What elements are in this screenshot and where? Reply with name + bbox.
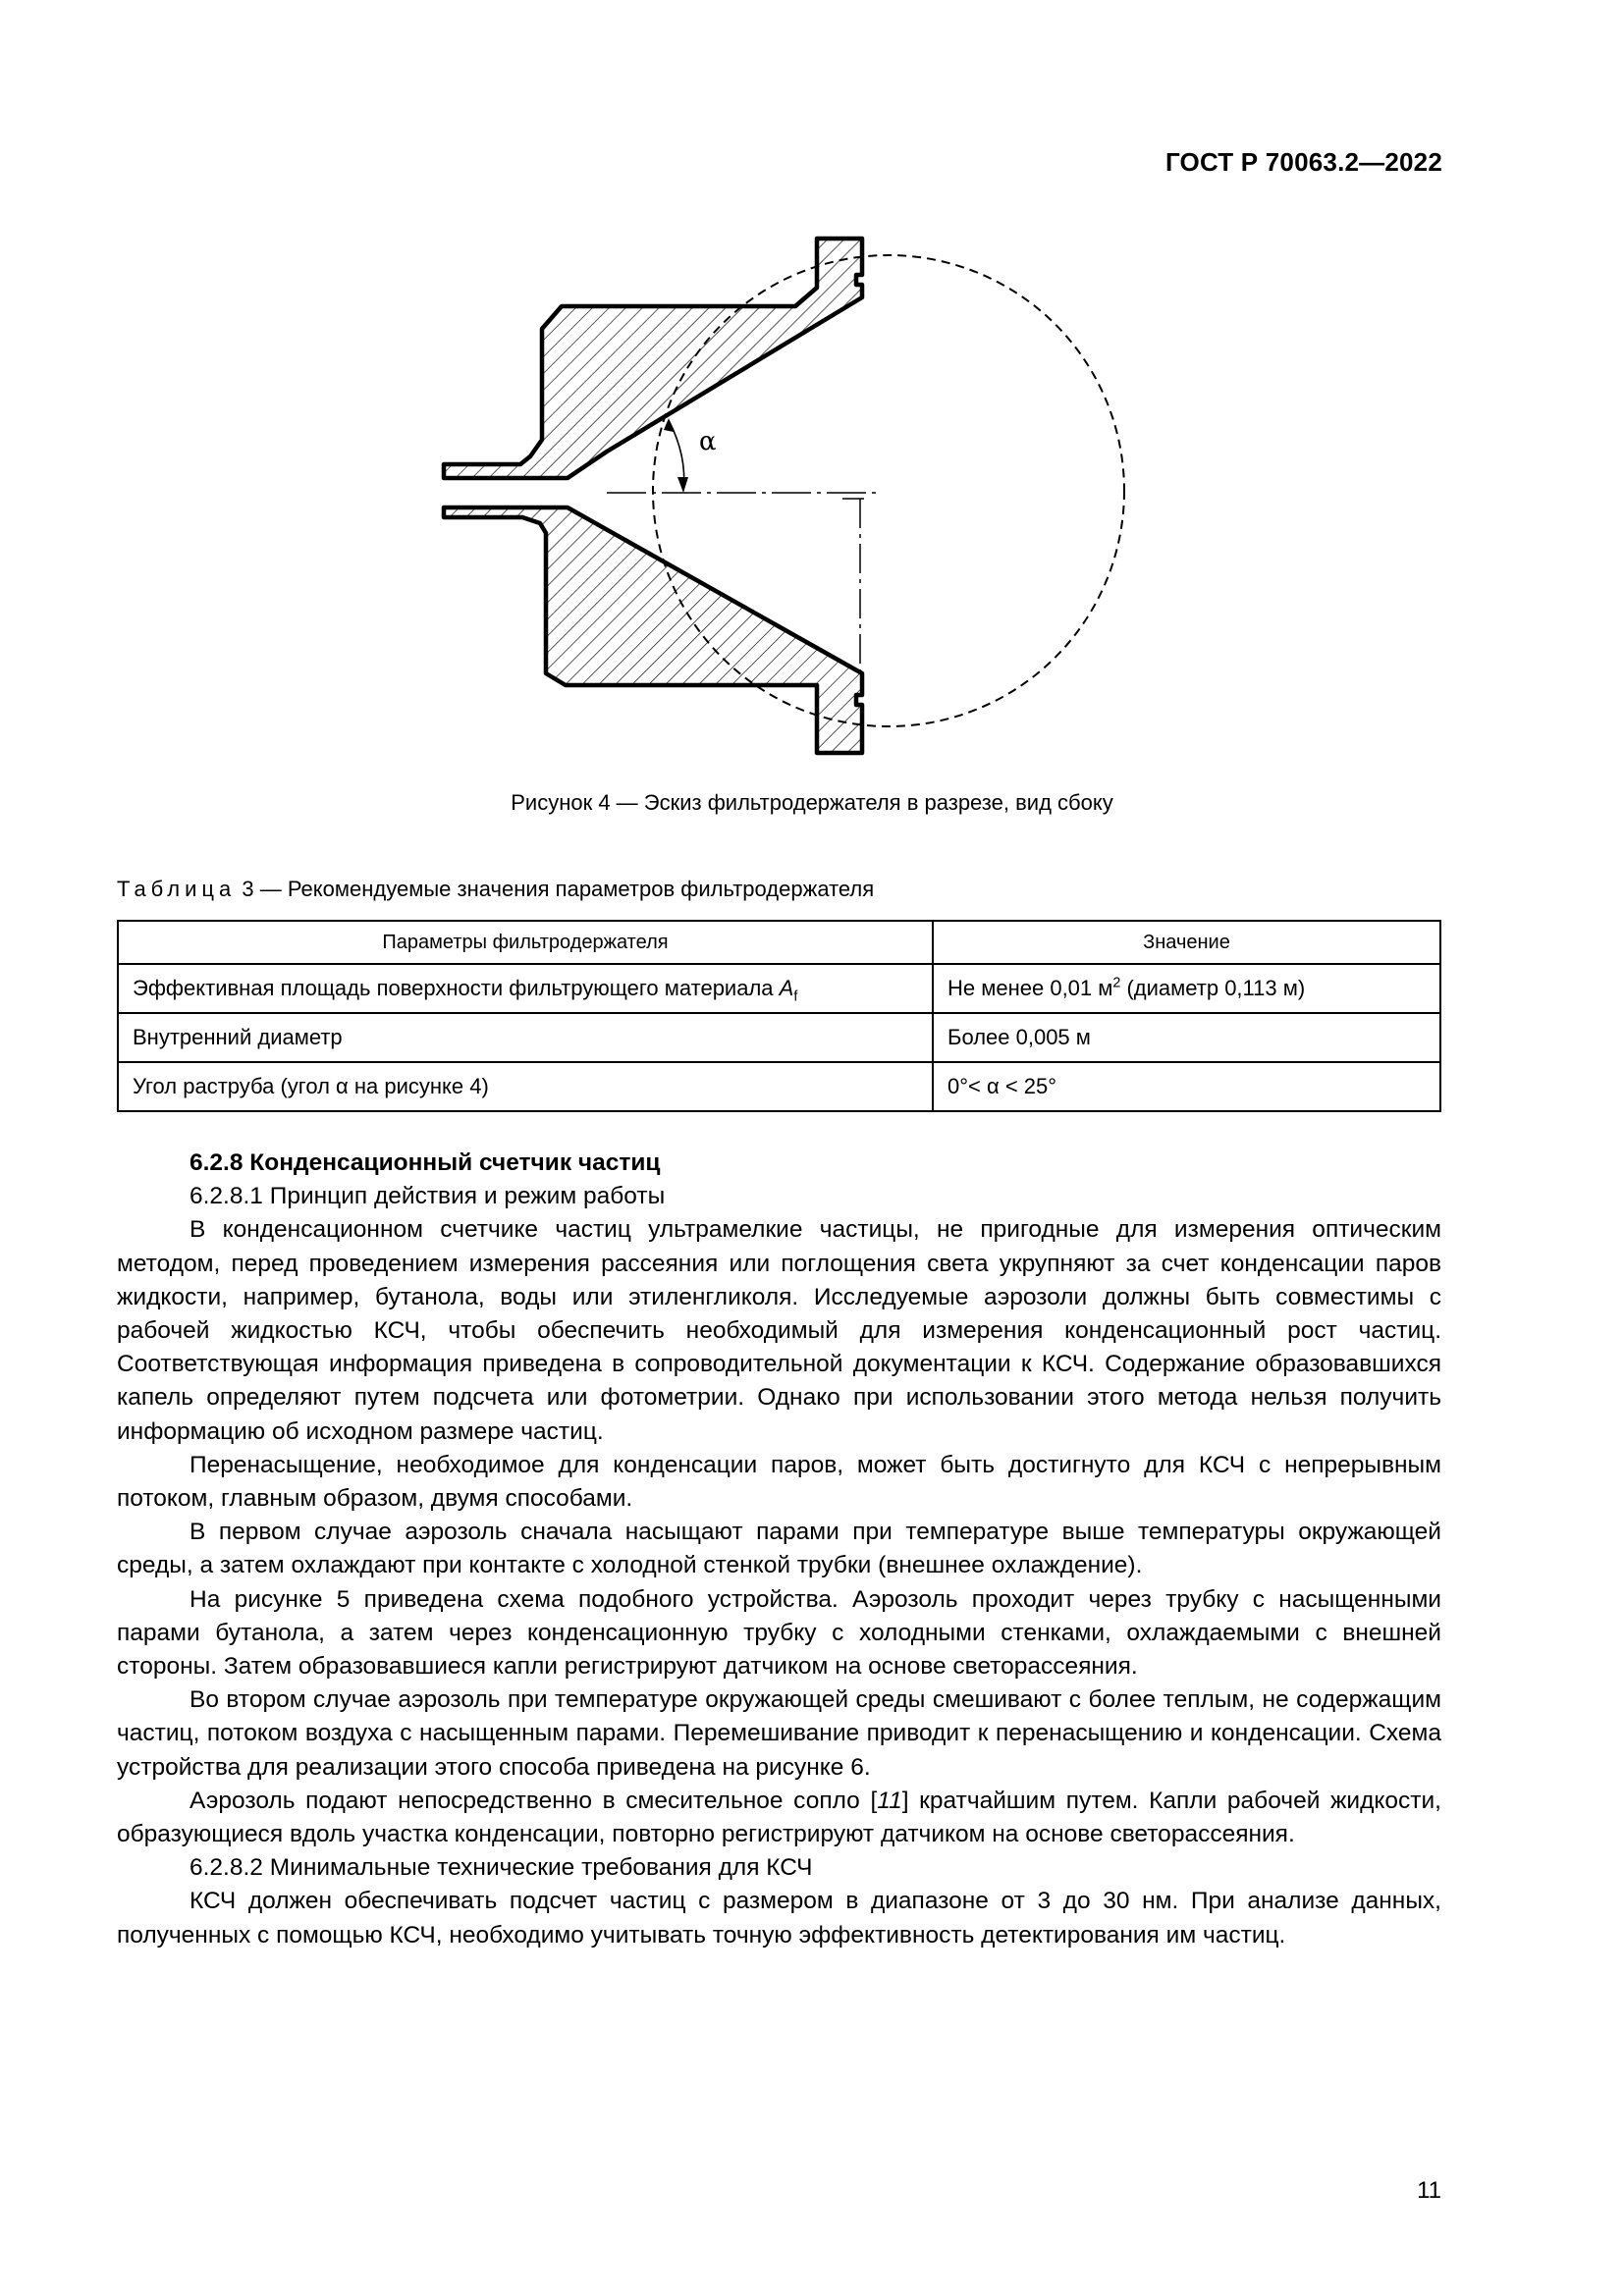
alpha-label: α	[699, 427, 717, 456]
value-text: Не менее 0,01 м	[947, 976, 1113, 1000]
holder-lower-section	[444, 507, 862, 753]
filter-holder-figure	[0, 0, 1624, 785]
value-text-tail: (диаметр 0,113 м)	[1120, 976, 1306, 1000]
paragraph: На рисунке 5 приведена схема подобного устройства. Аэрозоль проходит через трубку с насыщенными парами бутанола, а затем через конденсационную трубку с холодными стенками, охлаждаемыми с внешней стороны. Затем образовавшиеся капли регистрируют датчиком на основе светорассеяния.	[117, 1585, 1441, 1681]
param-cell	[118, 964, 933, 1013]
paragraph-text-tail: ] кратчайшим путем. Капли рабочей жидкости, образующиеся вдоль участка конденсации, повторно регистрируют датчиком на основе светорассеяния.	[117, 1787, 1441, 1848]
paragraph: КСЧ должен обеспечивать подсчет частиц с размером в диапазоне от 3 до 30 нм. При анализе данных, полученных с помощью КСЧ, необходимо учитывать точную эффективность детектирования им частиц.	[117, 1888, 1441, 1949]
param-text: Эффективная площадь поверхности фильтрующего материала	[133, 976, 774, 1000]
header-parameters: Параметры фильтродержателя	[118, 921, 933, 964]
table-label: Таблица	[117, 877, 237, 901]
table-row	[118, 1013, 1440, 1062]
document-id: ГОСТ Р 70063.2—2022	[1164, 147, 1442, 177]
table-title	[117, 877, 874, 902]
paragraph-text: Аэрозоль подают непосредственно в смесительное сопло [	[189, 1787, 878, 1814]
param-subscript: f	[793, 988, 798, 1005]
param-symbol: A	[779, 976, 794, 1000]
paragraph: Перенасыщение, необходимое для конденсации паров, может быть достигнуто для КСЧ с непрерывным потоком, главным образом, двумя способами.	[117, 1451, 1441, 1513]
table-row	[118, 964, 1440, 1013]
param-cell: Угол раструба (угол α на рисунке 4)	[118, 1062, 933, 1111]
table-header-row	[118, 921, 1440, 964]
reference-number: 11	[877, 1787, 902, 1814]
section-title: 6.2.8 Конденсационный счетчик частиц	[189, 1149, 661, 1176]
paragraph: В конденсационном счетчике частиц ультрамелкие частицы, не пригодные для измерения оптическим методом, перед проведением измерения рассеяния или поглощения света укрупняют за счет конденсации паров жидкости, например, бутанола, воды или этиленгликоля. Исследуемые аэрозоли должны быть совместимы с рабочей жидкостью КСЧ, чтобы обеспечить необходимый для измерения конденсационный рост частиц. Соответствующая информация приведена в сопроводительной документации к КСЧ. Содержание образовавшихся капель определяют путем подсчета или фотометрии. Однако при использовании этого метода нельзя получить информацию об исходном размере частиц.	[117, 1216, 1441, 1445]
value-cell: Более 0,005 м	[933, 1013, 1440, 1062]
paragraph	[117, 1785, 1441, 1851]
figure-caption: Рисунок 4 — Эскиз фильтродержателя в разрезе, вид сбоку	[511, 790, 1113, 815]
value-cell	[933, 964, 1440, 1013]
table-title-text: 3 — Рекомендуемые значения параметров фильтродержателя	[242, 877, 875, 901]
table-row	[118, 1062, 1440, 1111]
holder-upper-section	[444, 239, 862, 478]
parameters-table	[117, 920, 1441, 1112]
body-text	[117, 1147, 1441, 1952]
value-superscript: 2	[1112, 975, 1121, 991]
value-cell: 0°< α < 25°	[933, 1062, 1440, 1111]
paragraph: Во втором случае аэрозоль при температуре окружающей среды смешивают с более теплым, не содержащим частиц, потоком воздуха с насыщенным парами. Перемешивание приводит к перенасыщению и конденсации. Схема устройства для реализации этого способа приведена на рисунке 6.	[117, 1686, 1441, 1781]
subsection-title: 6.2.8.1 Принцип действия и режим работы	[189, 1183, 666, 1210]
alpha-arrowhead-top	[664, 418, 674, 432]
page-number: 11	[1417, 2177, 1441, 2204]
header-value: Значение	[933, 921, 1440, 964]
paragraph: В первом случае аэрозоль сначала насыщают парами при температуре выше температуры окружающей среды, а затем охлаждают при контакте с холодной стенкой трубки (внешнее охлаждение).	[117, 1519, 1441, 1579]
subsection-title: 6.2.8.2 Минимальные технические требования для КСЧ	[189, 1854, 813, 1882]
param-cell: Внутренний диаметр	[118, 1013, 933, 1062]
alpha-arrowhead	[677, 477, 688, 493]
